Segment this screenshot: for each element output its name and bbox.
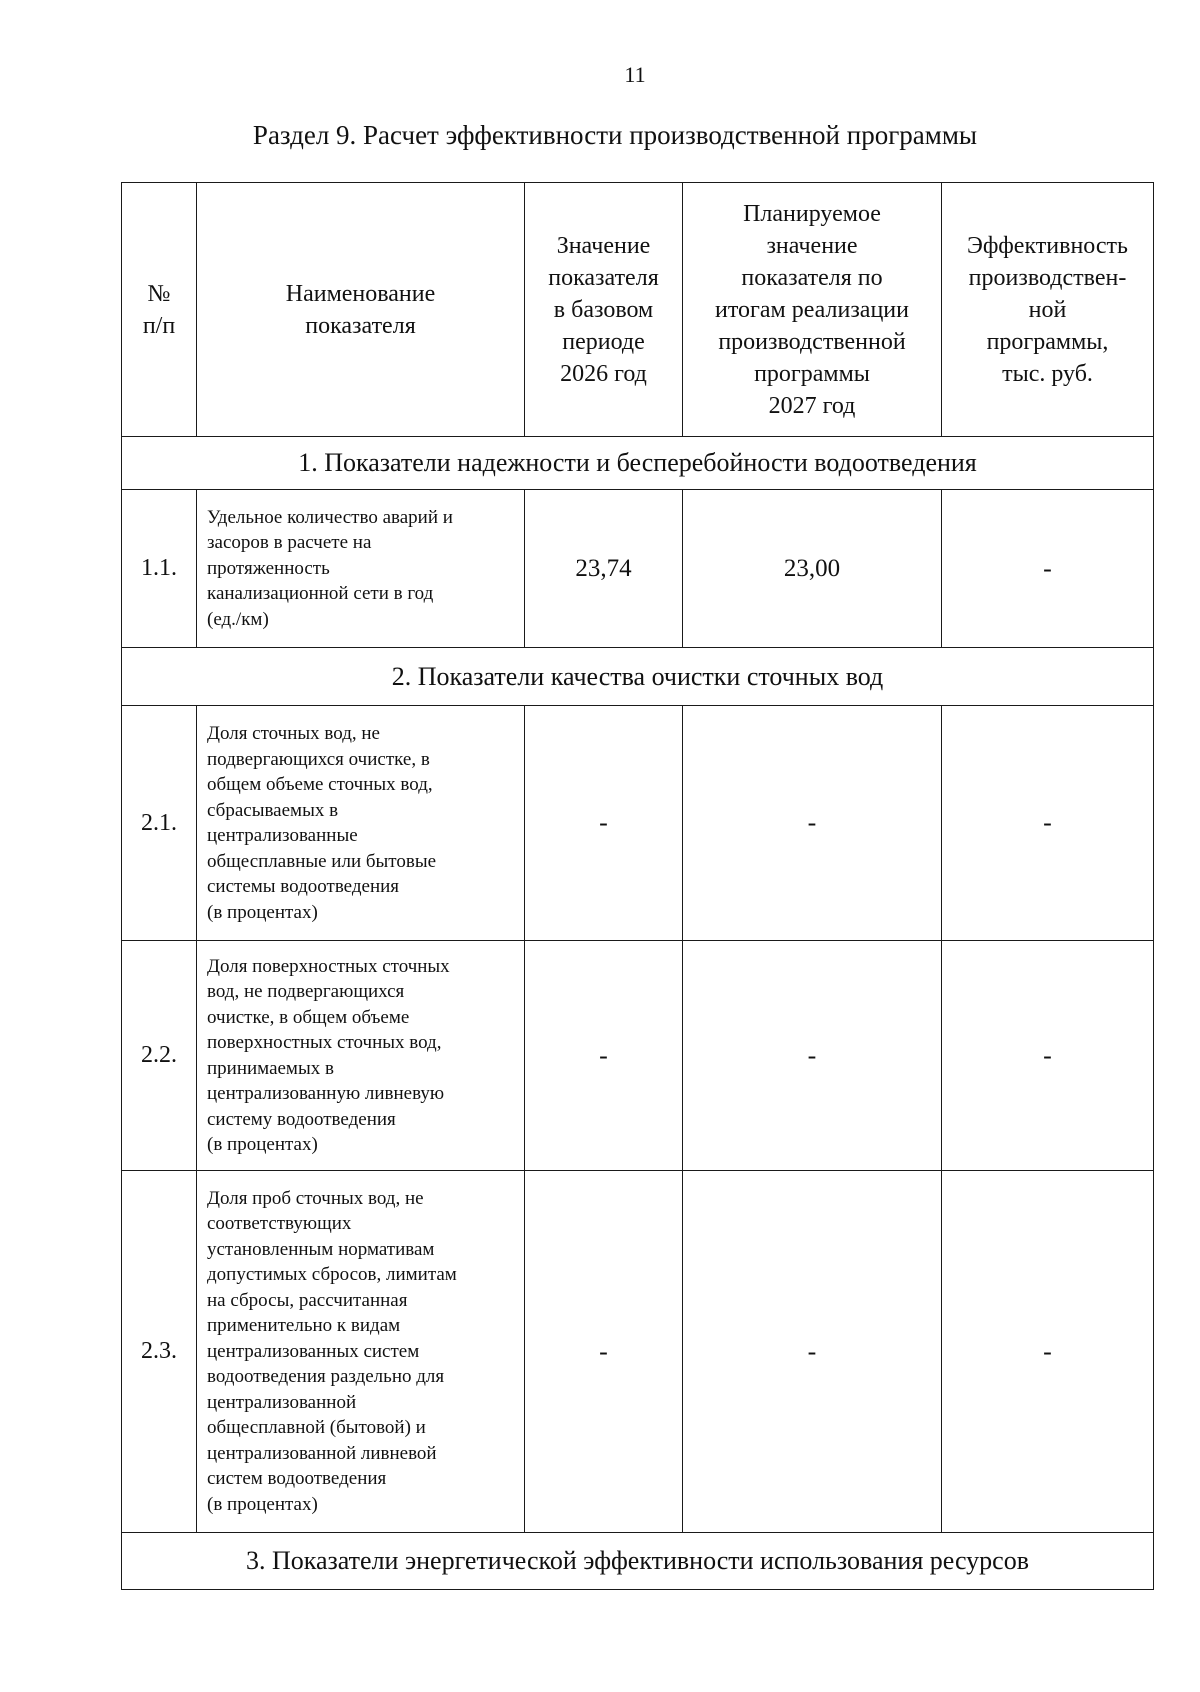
header-planned <box>683 183 942 437</box>
header-base-line: в базовом <box>553 296 654 323</box>
row-number: 2.2. <box>122 941 197 1171</box>
header-planned-line: показателя по <box>741 264 883 291</box>
section-row <box>122 437 1154 490</box>
header-base-line: периоде <box>562 328 645 355</box>
header-planned-line: итогам реализации <box>715 296 909 323</box>
header-planned-line: 2027 год <box>768 392 856 419</box>
efficiency-table <box>121 182 1154 1590</box>
table-row <box>122 1171 1154 1533</box>
section-heading: 3. Показатели энергетической эффективности использования ресурсов <box>122 1533 1154 1590</box>
name-line: сбрасываемых в <box>207 799 339 821</box>
planned-value: - <box>683 1171 942 1533</box>
section-title: Раздел 9. Расчет эффективности производственной программы <box>252 120 978 150</box>
section-heading: 1. Показатели надежности и бесперебойности водоотведения <box>122 437 1154 490</box>
header-efficiency-line: программы, <box>986 328 1109 355</box>
section-row <box>122 1533 1154 1590</box>
planned-value: 23,00 <box>683 490 942 648</box>
table-row <box>122 941 1154 1171</box>
name-line: принимаемых в <box>207 1057 334 1079</box>
name-line: Доля проб сточных вод, не <box>207 1187 424 1209</box>
row-number: 2.3. <box>122 1171 197 1533</box>
name-line: системы водоотведения <box>207 876 400 897</box>
header-base-line: показателя <box>548 264 659 291</box>
header-name-line: показателя <box>305 312 416 339</box>
name-line: подвергающихся очистке, в <box>207 748 430 770</box>
header-base <box>525 183 683 437</box>
row-number: 2.1. <box>122 706 197 941</box>
page-number: 11 <box>624 62 646 87</box>
table-row <box>122 706 1154 941</box>
name-line: соответствующих <box>207 1213 352 1235</box>
row-number: 1.1. <box>122 490 197 648</box>
indicator-name <box>197 1171 525 1533</box>
name-line: применительно к видам <box>207 1315 401 1337</box>
name-line: централизованной ливневой <box>207 1442 437 1464</box>
name-line: поверхностных сточных вод, <box>207 1032 442 1053</box>
name-line: Доля сточных вод, не <box>207 723 380 744</box>
name-line: (ед./км) <box>207 608 269 630</box>
header-efficiency-line: производствен- <box>968 264 1127 291</box>
header-base-line: 2026 год <box>560 360 647 387</box>
indicator-name <box>197 706 525 941</box>
efficiency-value: - <box>942 490 1154 648</box>
name-line: централизованной <box>207 1391 357 1413</box>
name-line: централизованные <box>207 825 358 846</box>
efficiency-value: - <box>942 1171 1154 1533</box>
header-planned-line: программы <box>754 360 870 387</box>
header-planned-line: производственной <box>718 328 906 355</box>
name-line: вод, не подвергающихся <box>207 981 405 1002</box>
name-line: общесплавной (бытовой) и <box>207 1417 426 1439</box>
header-efficiency <box>942 183 1154 437</box>
section-row <box>122 648 1154 706</box>
name-line: на сбросы, рассчитанная <box>207 1289 408 1311</box>
name-line: протяженность <box>207 557 330 579</box>
name-line: централизованную ливневую <box>207 1083 445 1104</box>
header-planned-line: значение <box>766 232 858 259</box>
planned-value: - <box>683 941 942 1171</box>
header-efficiency-line: тыс. руб. <box>1002 360 1093 387</box>
indicator-name <box>197 490 525 648</box>
indicator-name <box>197 941 525 1171</box>
name-line: систему водоотведения <box>207 1108 396 1130</box>
planned-value: - <box>683 706 942 941</box>
header-num-line: № <box>147 280 171 307</box>
base-value: 23,74 <box>525 490 683 648</box>
base-value: - <box>525 706 683 941</box>
header-num <box>122 183 197 437</box>
base-value: - <box>525 1171 683 1533</box>
header-name-line: Наименование <box>285 280 436 307</box>
name-line: канализационной сети в год <box>207 583 434 605</box>
name-line: общесплавные или бытовые <box>207 850 437 872</box>
name-line: очистке, в общем объеме <box>207 1006 410 1028</box>
name-line: засоров в расчете на <box>207 532 372 554</box>
name-line: Удельное количество аварий и <box>207 506 453 528</box>
name-line: общем объеме сточных вод, <box>207 774 433 795</box>
name-line: (в процентах) <box>207 901 318 923</box>
header-efficiency-line: ной <box>1028 296 1067 323</box>
header-base-line: Значение <box>556 232 651 259</box>
name-line: допустимых сбросов, лимитам <box>207 1264 457 1286</box>
name-line: централизованных систем <box>207 1340 420 1362</box>
header-row <box>122 183 1154 437</box>
name-line: (в процентах) <box>207 1493 318 1515</box>
table-row <box>122 490 1154 648</box>
efficiency-value: - <box>942 941 1154 1171</box>
header-efficiency-line: Эффективность <box>967 232 1128 259</box>
header-num-line: п/п <box>142 312 176 339</box>
name-line: (в процентах) <box>207 1134 318 1155</box>
name-line: установленным нормативам <box>207 1238 435 1260</box>
base-value: - <box>525 941 683 1171</box>
name-line: Доля поверхностных сточных <box>207 955 450 977</box>
name-line: систем водоотведения <box>207 1468 387 1490</box>
header-name <box>197 183 525 437</box>
efficiency-value: - <box>942 706 1154 941</box>
section-heading: 2. Показатели качества очистки сточных вод <box>122 648 1154 706</box>
header-planned-line: Планируемое <box>743 200 881 227</box>
name-line: водоотведения раздельно для <box>207 1366 445 1388</box>
